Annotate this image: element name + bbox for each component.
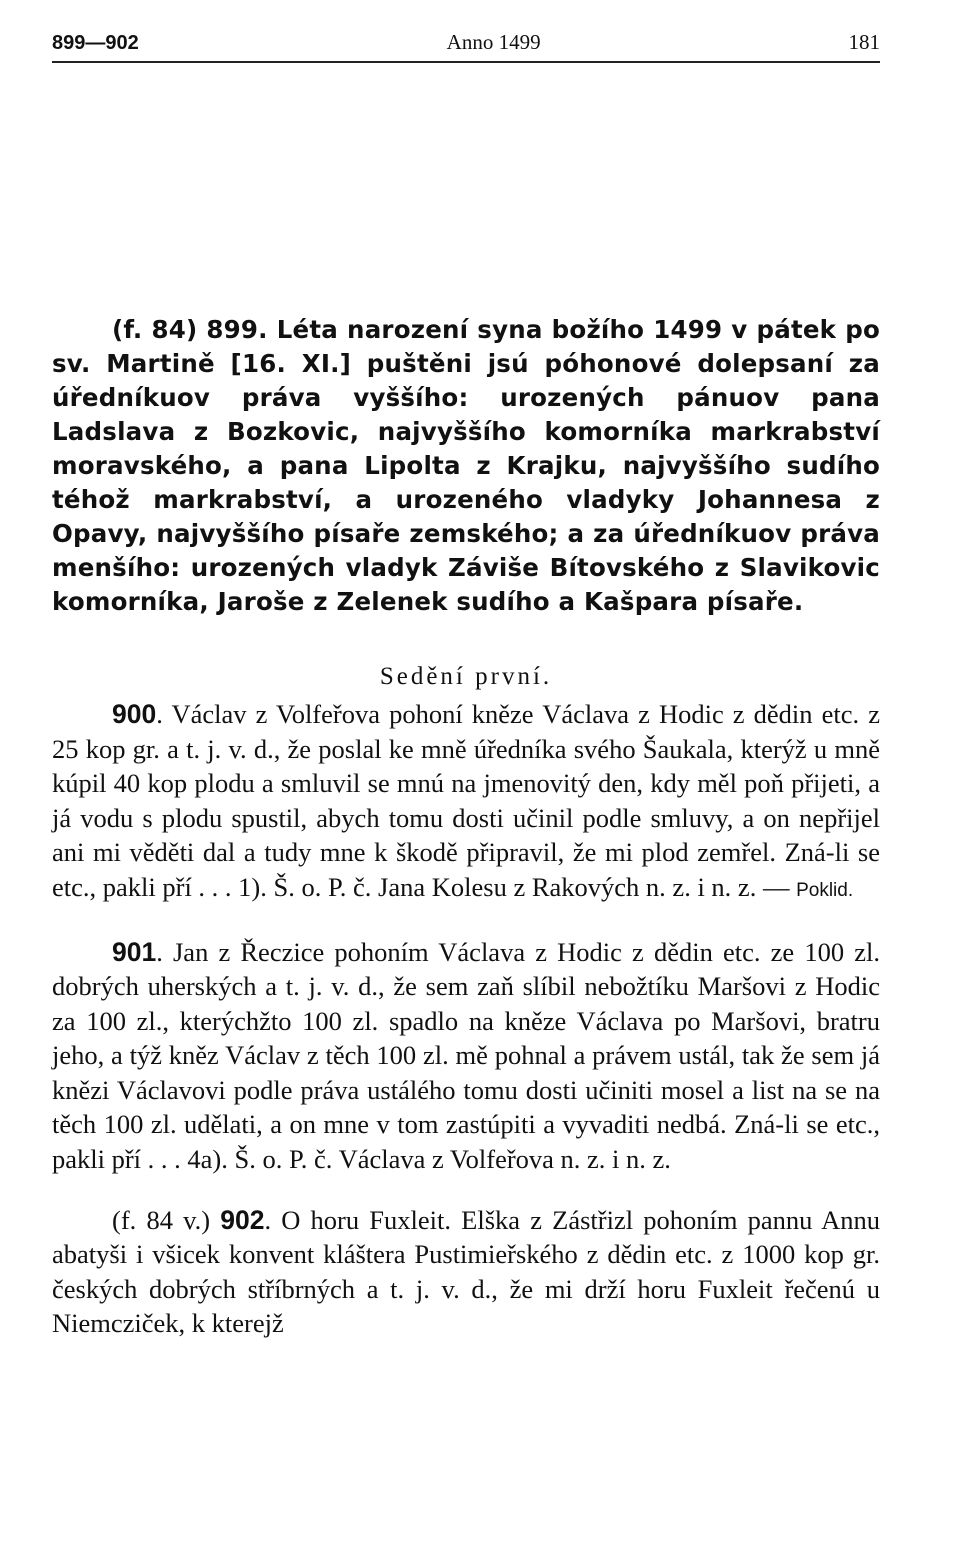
entry-verdict: Poklid. (796, 879, 854, 901)
running-header (52, 30, 880, 63)
entry-range: 899—902 (52, 32, 139, 54)
entry-number: 901 (112, 936, 157, 967)
entry-900 (52, 697, 880, 908)
section-heading: Sedění první. (379, 663, 553, 690)
entry-901 (52, 935, 880, 1177)
entry-number: 899 (206, 315, 259, 344)
running-title: Anno 1499 (446, 30, 541, 54)
folio-reference: (f. 84 v.) (112, 1204, 221, 1235)
folio-reference: (f. 84) (112, 315, 207, 344)
intro-text: . Léta narození syna božího 1499 v pátek po sv. Martině [16. XI.] puštěni jsú póhonové dolepsaní za úředníkuov práva vyššího: urozených pánuov pana Ladslava z Bozkovic, najvyššího komorníka markrabství moravského, a pana Lipolta z Krajku, najvyššího sudího téhož markrabství, a urozeného vladyky Johannesa z Opavy, najvyššího písaře zemského; a za úředníkuov práva menšího: urozených vladyk Záviše Bítovského z Slavikovic komorníka, Jaroše z Zelenek sudího a Kašpara písaře. (52, 315, 880, 616)
entry-text: . Jan z Řeczice pohoním Václava z Hodic z dědin etc. ze 100 zl. dobrých uherských a t. j. v. d., že sem zaň slíbil nebožtíku Maršovi z Hodic za 100 zl., kterýchžto 100 zl. spadlo na kněze Václava po Maršovi, bratru jeho, a týž kněz Václav z těch 100 zl. mě pohnal a právem ustál, tak že sem já knězi Václavovi podle práva ustálého tomu dosti učiniti mosel a list na se na těch 100 zl. udělati, a on mne v tom zastúpiti a vyvaditi nedbá. Zná-li se etc., pakli pří . . . 4a). Š. o. P. č. Václava z Volfeřova n. z. i n. z. (52, 936, 880, 1174)
page-number: 181 (848, 30, 880, 54)
entry-number: 902 (220, 1204, 265, 1235)
entry-number: 900 (112, 699, 157, 729)
intro-paragraph (52, 313, 880, 619)
page (52, 30, 880, 1367)
entry-text: . O horu Fuxleit. Elška z Zástřizl pohoním pannu Annu abatyši i všicek konvent kláštera Pustimieřského z dědin etc. z 1000 kop gr. českých dobrých stříbrných a t. j. v. d., že mi drží horu Fuxleit řečenú u Niemcziček, k kterejž (52, 1204, 880, 1338)
entry-902 (52, 1203, 880, 1341)
entry-text: . Václav z Volfeřova pohoní kněze Václava z Hodic z dědin etc. z 25 kop gr. a t. j. v. d., že poslal ke mně úředníka svého Šaukala, kterýž u mně kúpil 40 kop plodu a smluvil se mnú na jmenovitý den, kdy měl poň přijeti, a já vodu s plodu spustil, abych tomu dosti učinil podle smluvy, a on nepřijel ani mi věděti dal a tudy mne k škodě připravil, že mi plod zemřel. Zná-li se etc., pakli pří . . . 1). Š. o. P. č. Jana Kolesu z Rakových n. z. i n. z. — (52, 699, 880, 902)
